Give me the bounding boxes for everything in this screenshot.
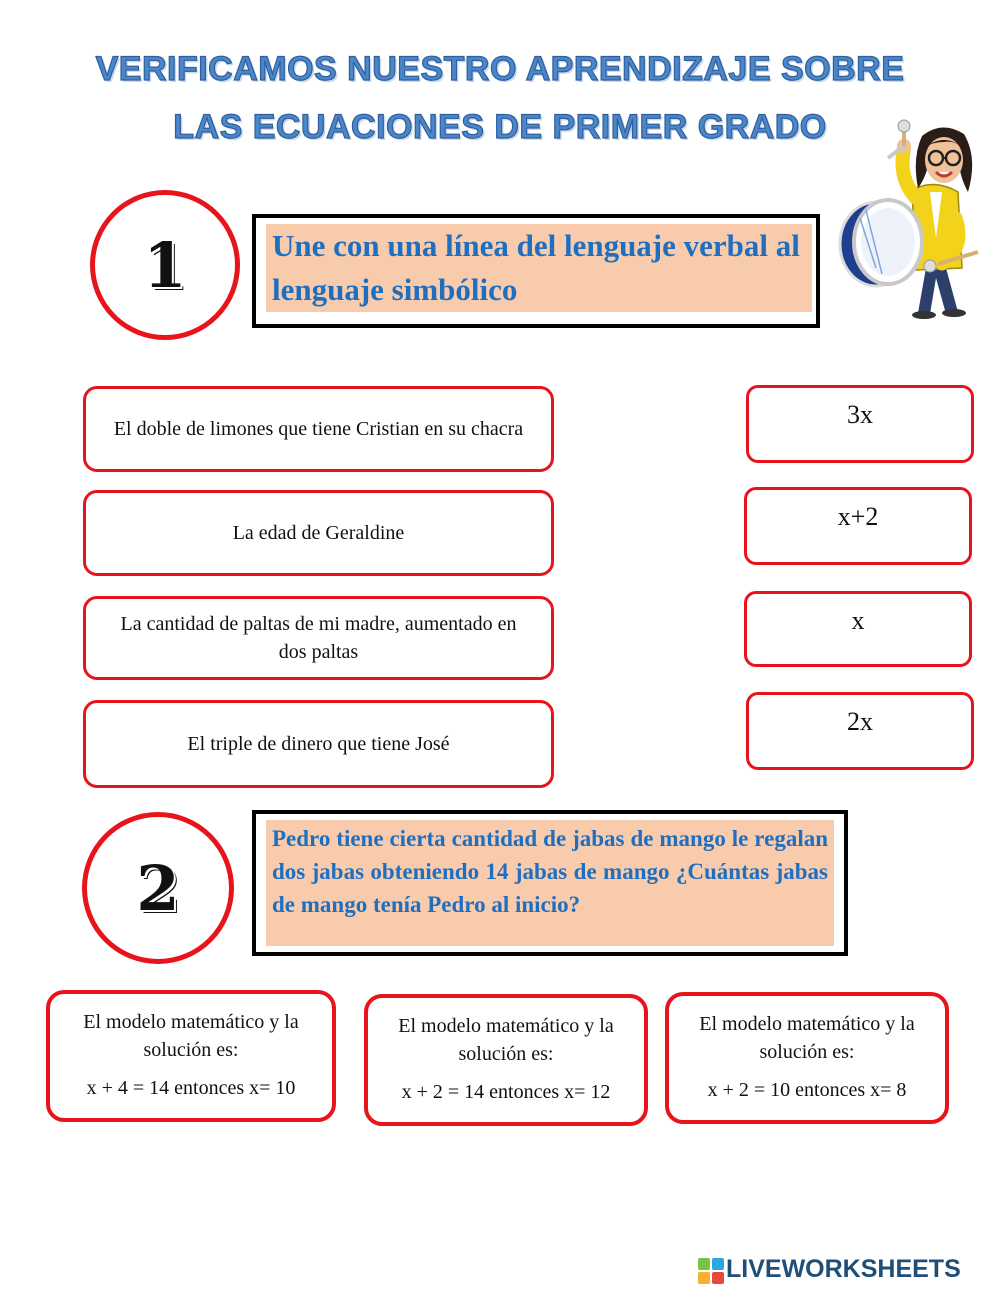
solution-option-2[interactable] <box>364 994 648 1126</box>
title-line-2: LAS ECUACIONES DE PRIMER GRADO <box>173 108 827 146</box>
section-2-number-badge <box>82 812 234 964</box>
title-line-1: VERIFICAMOS NUESTRO APRENDIZAJE SOBRE <box>95 50 905 88</box>
solution-option-3-label: El modelo matemático y la solución es: <box>699 1013 915 1063</box>
section-2-problem: Pedro tiene cierta cantidad de jabas de mango le regalan dos jabas obteniendo 14 jabas de mango ¿Cuántas jabas de mango tenía Pedro al inicio? <box>266 820 834 946</box>
solution-option-1-equation: x + 4 = 14 entonces x= 10 <box>86 1077 296 1099</box>
section-1-number: 1 <box>143 228 187 302</box>
verbal-card-3[interactable]: La cantidad de paltas de mi madre, aumentado en dos paltas <box>83 596 554 680</box>
symbolic-card-3[interactable]: x <box>744 591 972 667</box>
drummer-teacher-icon <box>838 118 990 320</box>
section-2-problem-box <box>252 810 848 956</box>
solution-option-2-label: El modelo matemático y la solución es: <box>398 1015 614 1065</box>
solution-option-3-equation: x + 2 = 10 entonces x= 8 <box>707 1079 907 1101</box>
footer-brand[interactable]: LIVEWORKSHEETS <box>726 1255 961 1283</box>
symbolic-card-2[interactable]: x+2 <box>744 487 972 565</box>
solution-option-1-label: El modelo matemático y la solución es: <box>83 1011 299 1061</box>
solution-option-2-equation: x + 2 = 14 entonces x= 12 <box>401 1081 611 1103</box>
section-1-instruction-box <box>252 214 820 328</box>
section-1-instruction: Une con una línea del lenguaje verbal al lenguaje simbólico <box>266 224 812 312</box>
verbal-card-2[interactable]: La edad de Geraldine <box>83 490 554 576</box>
section-2-number: 2 <box>136 851 180 925</box>
liveworksheets-logo-icon <box>698 1258 724 1284</box>
solution-option-1[interactable] <box>46 990 336 1122</box>
symbolic-card-1[interactable]: 3x <box>746 385 974 463</box>
symbolic-card-4[interactable]: 2x <box>746 692 974 770</box>
section-1-number-badge <box>90 190 240 340</box>
solution-option-3[interactable] <box>665 992 949 1124</box>
verbal-card-1[interactable]: El doble de limones que tiene Cristian en su chacra <box>83 386 554 472</box>
verbal-card-4[interactable]: El triple de dinero que tiene José <box>83 700 554 788</box>
